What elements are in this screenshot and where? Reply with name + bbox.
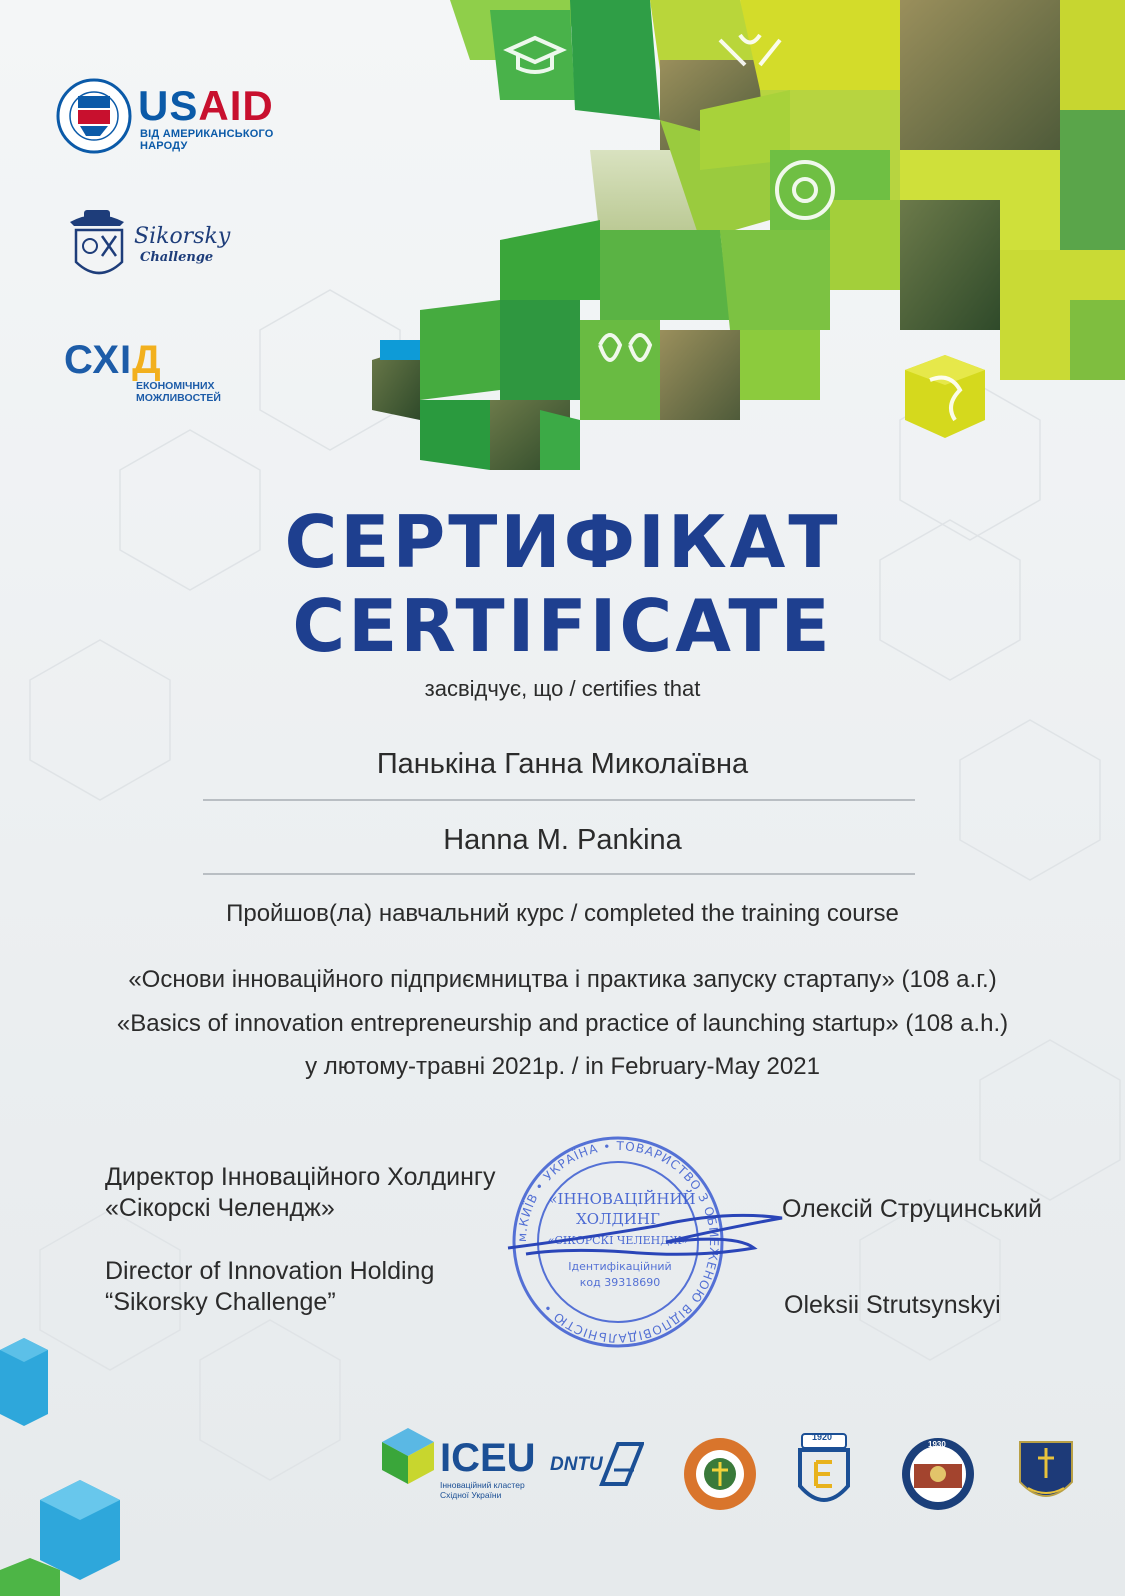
shid-logo — [64, 338, 264, 410]
usaid-wordmark: USAID — [138, 82, 274, 129]
stamp-ring-text: м.КИЇВ • УКРАЇНА • ТОВАРИСТВО З ОБМЕЖЕНОЮ ВІДПОВІДАЛЬНІСТЮ • — [514, 1138, 722, 1346]
name-underline-1 — [203, 799, 915, 801]
title-ukrainian: СЕРТИФІКАТ — [284, 500, 841, 584]
signatory-role-english-line-1: Director of Innovation Holding — [105, 1257, 435, 1285]
signatory-role-ukrainian-line-1: Директор Інноваційного Холдингу — [105, 1163, 496, 1191]
dntu-wordmark: DNTU — [550, 1454, 603, 1475]
signatory-role-ukrainian-line-2: «Сікорскі Челендж» — [105, 1194, 335, 1222]
stamp-code-label: Ідентифікаційний — [568, 1260, 672, 1273]
signatory-role-ukrainian — [105, 1162, 496, 1224]
iceu-wordmark: ICEU — [440, 1436, 536, 1480]
shid-subtitle — [136, 380, 221, 404]
name-underline-2 — [203, 873, 915, 875]
shid-subtitle-line-2: МОЖЛИВОСТЕЙ — [136, 392, 221, 404]
stamp-line-2: ХОЛДИНГ — [576, 1210, 660, 1228]
title-english: CERTIFICATE — [292, 584, 833, 668]
regional-coat-of-arms-icon — [1016, 1438, 1076, 1510]
usaid-seal-icon — [56, 78, 134, 156]
course-dates: у лютому-травні 2021р. / in February-May 2021 — [305, 1053, 820, 1080]
iceu-subtitle-line-2: Східної України — [440, 1490, 502, 1500]
university-shield-e-icon — [796, 1430, 852, 1516]
iceu-subtitle — [440, 1480, 525, 1500]
stamp-line-1: «ІННОВАЦІЙНИЙ — [548, 1190, 696, 1208]
dntu-logo-icon — [598, 1440, 644, 1488]
course-title-ukrainian: «Основи інноваційного підприємництва і практика запуску стартапу» (108 а.г.) — [128, 966, 997, 993]
certifies-that-text: засвідчує, що / certifies that — [424, 676, 701, 701]
usaid-logo — [56, 78, 306, 156]
sikorsky-challenge-logo — [66, 206, 231, 286]
recipient-name-ukrainian: Панькіна Ганна Миколаївна — [376, 748, 749, 780]
sikorsky-subtitle: Challenge — [140, 250, 214, 265]
shid-wordmark: СХІД — [64, 338, 162, 382]
signatory-name-ukrainian: Олексій Струцинський — [782, 1195, 1042, 1223]
course-intro-text: Пройшов(ла) навчальний курс / completed the training course — [226, 900, 899, 927]
university-gear-emblem-icon — [680, 1434, 760, 1514]
signatory-name-english: Oleksii Strutsynskyi — [784, 1291, 1001, 1319]
badge-year-1920: 1920 — [812, 1432, 833, 1442]
sikorsky-wordmark: Sikorsky — [134, 224, 231, 249]
recipient-name-english: Hanna M. Pankina — [443, 824, 682, 856]
sikorsky-shield-icon — [66, 206, 132, 286]
iceu-subtitle-line-1: Інноваційний кластер — [440, 1480, 525, 1490]
iceu-cube-icon — [378, 1426, 438, 1486]
partner-logos — [0, 1418, 1125, 1528]
stamp-line-3: «СІКОРСКІ ЧЕЛЕНДЖ» — [547, 1234, 689, 1247]
shid-subtitle-line-1: ЕКОНОМІЧНИХ — [136, 380, 215, 392]
signatory-role-english-line-2: “Sikorsky Challenge” — [105, 1288, 336, 1316]
badge-year-1930: 1930 — [928, 1440, 946, 1449]
stamp-code: код 39318690 — [579, 1276, 661, 1289]
usaid-tagline: ВІД АМЕРИКАНСЬКОГО НАРОДУ — [140, 128, 274, 152]
official-stamp — [506, 1130, 796, 1350]
signatory-role-english — [105, 1256, 434, 1318]
course-title-english: «Basics of innovation entrepreneurship and practice of launching startup» (108 a.h.) — [116, 1010, 1009, 1037]
